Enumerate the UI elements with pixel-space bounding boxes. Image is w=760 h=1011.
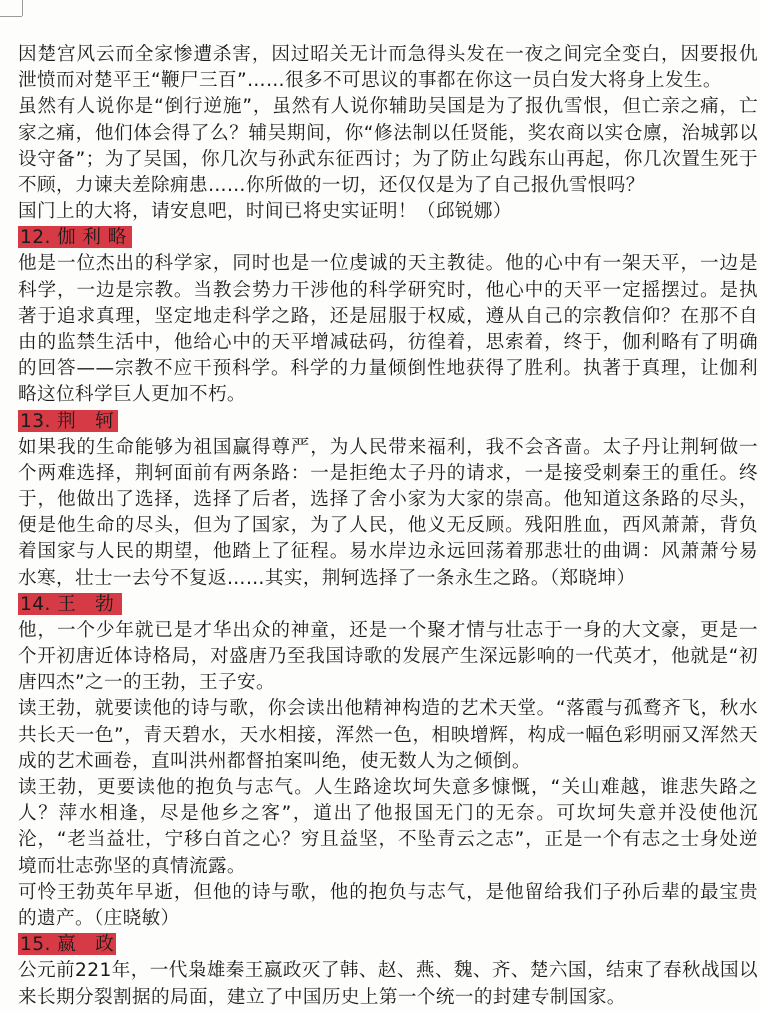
document-body xyxy=(18,42,758,1011)
section-heading-wangbo xyxy=(18,592,758,618)
section-paragraph: 公元前221年，一代枭雄秦王嬴政灭了韩、赵、燕、魏、齐、楚六国，结束了春秋战国以来长期分裂割据的局面，建立了中国历史上第一个统一的封建专制国家。 xyxy=(18,960,758,1008)
section-heading-jingke xyxy=(18,409,758,435)
crop-mark xyxy=(0,16,22,17)
section-paragraph: 如果我的生命能够为祖国赢得尊严，为人民带来福利，我不会吝啬。太子丹让荆轲做一个两难选择，荆轲面前有两条路：一是拒绝太子丹的请求，一是接受刺秦王的重任。终于，他做出了选择，选择了后者，选择了舍小家为大家的崇高。他知道这条路的尽头，便是他生命的尽头，但为了国家，为了人民，他义无反顾。残阳胜血，西风萧萧，背负着国家与人民的期望，他踏上了征程。易水岸边永远回荡着那悲壮的曲调：风萧萧兮易水寒，壮士一去兮不复返……其实，荆轲选择了一条永生之路。（郑晓坤） xyxy=(18,436,758,589)
crop-mark xyxy=(22,0,23,16)
heading-text: 13. 荆 轲 xyxy=(20,410,115,432)
intro-paragraph: 虽然有人说你是“倒行逆施”，虽然有人说你辅助吴国是为了报仇雪恨，但亡亲之痛，亡家之痛，他们体会得了么？辅吴期间，你“修法制以任贤能，奖农商以实仓廪，治城郭以设守备”；为了吴国，你几次与孙武东征西讨；为了防止勾践东山再起，你几次置生死于不顾，力谏夫差除痈患……你所做的一切，还仅仅是为了自己报仇雪恨吗？ xyxy=(18,96,758,197)
section-paragraph: 他，一个少年就已是才华出众的神童，还是一个聚才情与壮志于一身的大文豪，更是一个开初唐近体诗格局，对盛唐乃至我国诗歌的发展产生深远影响的一代英才，他就是“初唐四杰”之一的王勃，王子安。 xyxy=(18,619,758,694)
intro-paragraph: 因楚宫风云而全家惨遭杀害，因过昭关无计而急得头发在一夜之间完全变白，因要报仇泄愤而对楚平王“鞭尸三百”……很多不可思议的事都在你这一员白发大将身上发生。 xyxy=(18,44,758,92)
heading-text: 15. 嬴 政 xyxy=(20,934,115,956)
section-paragraph: 可怜王勃英年早逝，但他的诗与歌，他的抱负与志气，是他留给我们子孙后辈的最宝贵的遗产。（庄晓敏） xyxy=(18,881,758,930)
section-heading-galileo xyxy=(18,225,758,251)
section-heading-yingzheng xyxy=(18,932,758,958)
heading-text: 14. 王 勃 xyxy=(20,593,115,615)
heading-text: 12. 伽 利 略 xyxy=(20,227,127,249)
intro-paragraph: 国门上的大将，请安息吧，时间已将史实证明！（邱锐娜） xyxy=(18,201,512,223)
section-paragraph: 他是一位杰出的科学家，同时也是一位虔诚的天主教徒。他的心中有一架天平，一边是科学，一边是宗教。当教会势力干涉他的科学研究时，他心中的天平一定摇摆过。是执著于追求真理，坚定地走科学之路，还是屈服于权威，遵从自己的宗教信仰？在那不自由的监禁生活中，他给心中的天平增减砝码，彷徨着，思索着，终于，伽利略有了明确的回答——宗教不应干预科学。科学的力量倾倒性地获得了胜利。执著于真理，让伽利略这位科学巨人更加不朽。 xyxy=(18,253,758,406)
section-paragraph: 读王勃，更要读他的抱负与志气。人生路途坎坷失意多慷慨，“关山难越，谁悲失路之人？萍水相逢，尽是他乡之客”，道出了他报国无门的无奈。可坎坷失意并没使他沉沦，“老当益壮，宁移白首之心？穷且益坚，不坠青云之志”，正是一个有志之士身处逆境而壮志弥坚的真情流露。 xyxy=(18,777,758,877)
section-paragraph: 读王勃，就要读他的诗与歌，你会读出他精神构造的艺术天堂。“落霞与孤鹜齐飞，秋水共长天一色”，青天碧水，天水相接，浑然一色，相映增辉，构成一幅色彩明丽又浑然天成的艺术画卷，直叫洪州都督拍案叫绝，使无数人为之倾倒。 xyxy=(18,698,758,772)
